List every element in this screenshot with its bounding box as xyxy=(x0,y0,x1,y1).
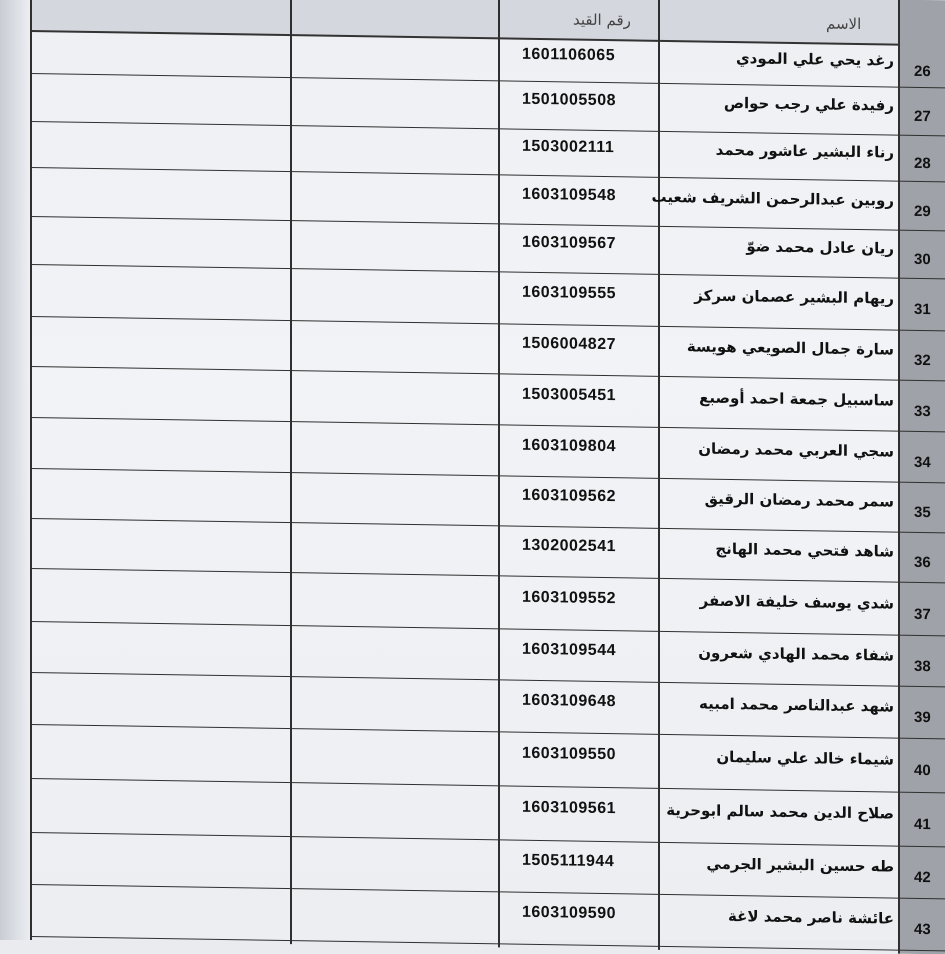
row-number: 38 xyxy=(914,657,931,675)
registration-number: 1603109550 xyxy=(522,744,616,764)
student-name: رناء البشير عاشور محمد xyxy=(715,140,894,162)
row-number: 36 xyxy=(914,553,931,572)
registration-number: 1501005508 xyxy=(522,90,616,110)
student-name: روبين عبدالرحمن الشريف شعيب xyxy=(651,187,894,210)
student-name: شيماء خالد علي سليمان xyxy=(716,747,894,769)
row-number: 34 xyxy=(914,453,931,471)
student-name: طه حسين البشير الجرمي xyxy=(706,854,894,876)
student-name: سمر محمد رمضان الرقيق xyxy=(704,489,894,511)
row-number: 30 xyxy=(914,250,931,269)
registration-number: 1302002541 xyxy=(522,536,616,556)
registration-number: 1603109590 xyxy=(522,903,616,923)
row-number: 28 xyxy=(914,154,931,173)
student-name: صلاح الدين محمد سالم ابوحرية xyxy=(666,800,894,823)
student-name: ريهام البشير عصمان سركز xyxy=(694,286,894,308)
student-table xyxy=(30,0,945,954)
registration-number: 1505111944 xyxy=(522,851,615,871)
row-number: 32 xyxy=(914,351,931,370)
header-name: الاسم xyxy=(826,14,862,34)
student-name: رغد يحي علي المودي xyxy=(735,48,894,70)
row-number: 35 xyxy=(914,503,931,522)
registration-number: 1603109562 xyxy=(522,486,616,506)
student-name: ساسبيل جمعة احمد أوصبع xyxy=(699,388,894,410)
registration-number: 1503002111 xyxy=(522,137,615,157)
registration-number: 1603109804 xyxy=(522,436,616,455)
registration-number: 1603109552 xyxy=(522,588,616,607)
student-name: ريان عادل محمد ضوّ xyxy=(746,237,894,258)
student-name: شفاء محمد الهادي شعرون xyxy=(698,642,894,665)
student-name: سارة جمال الصويعي هويسة xyxy=(686,337,894,359)
row-number: 37 xyxy=(914,605,931,623)
registration-number: 1603109555 xyxy=(522,283,616,303)
row-number: 29 xyxy=(914,202,931,220)
row-number: 26 xyxy=(914,62,931,80)
row-number: 39 xyxy=(914,708,931,727)
row-number: 41 xyxy=(914,815,931,834)
row-number: 31 xyxy=(914,300,931,319)
row-number: 40 xyxy=(914,761,931,780)
row-number: 43 xyxy=(914,920,931,939)
student-name: شاهد فتحي محمد الهانج xyxy=(715,539,894,561)
registration-number: 1603109548 xyxy=(522,185,616,204)
student-name: سجي العربي محمد رمضان xyxy=(698,438,894,461)
registration-number: 1506004827 xyxy=(522,334,616,354)
student-name: رفيدة علي رجب حواص xyxy=(723,93,894,115)
header-id: رقم القيد xyxy=(573,10,631,30)
registration-number: 1603109567 xyxy=(522,233,616,253)
row-number: 33 xyxy=(914,402,931,420)
row-number: 42 xyxy=(914,868,931,887)
page-edge-shadow xyxy=(0,0,32,940)
registration-number: 1603109561 xyxy=(522,798,616,818)
student-name: عائشة ناصر محمد لاغة xyxy=(728,906,894,928)
registration-number: 1603109544 xyxy=(522,640,616,659)
student-name: شدي يوسف خليفة الاصفر xyxy=(699,591,894,613)
registration-number: 1603109648 xyxy=(522,691,616,711)
row-number: 27 xyxy=(914,107,931,126)
student-name: شهد عبدالناصر محمد امبيه xyxy=(699,694,894,716)
registration-number: 1503005451 xyxy=(522,385,616,404)
registration-number: 1601106065 xyxy=(522,45,616,64)
